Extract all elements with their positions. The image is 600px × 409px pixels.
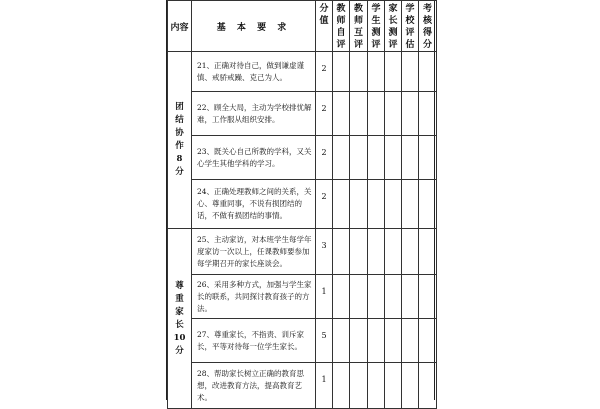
header-teacher-self: 教师自评 [333,1,350,52]
score-cell[interactable] [350,229,368,275]
score-cell[interactable] [350,92,368,136]
score-cell[interactable] [333,319,350,363]
score-cell[interactable] [385,136,402,180]
score-cell[interactable] [368,275,385,319]
table-row [168,363,437,409]
score-cell[interactable] [368,229,385,275]
score-cell[interactable] [385,275,402,319]
requirement-text: 21、正确对待自己，做到谦虚谨慎、戒骄戒躁、克己为人。 [192,52,316,92]
score-cell[interactable] [385,319,402,363]
score-cell[interactable] [385,229,402,275]
score-cell[interactable] [419,52,437,92]
requirement-text: 28、帮助家长树立正确的教育思想，改进教育方法，提高教育艺术。 [192,363,316,409]
points-value: 2 [316,136,333,180]
score-cell[interactable] [350,136,368,180]
score-cell[interactable] [419,229,437,275]
score-cell[interactable] [333,275,350,319]
evaluation-form [166,0,435,400]
score-cell[interactable] [419,275,437,319]
score-cell[interactable] [419,180,437,229]
points-value: 2 [316,52,333,92]
score-cell[interactable] [402,363,419,409]
header-teacher-peer: 教师互评 [350,1,368,52]
score-cell[interactable] [368,52,385,92]
category-teamwork: 团结协作8分 [168,52,192,229]
score-cell[interactable] [385,180,402,229]
score-cell[interactable] [385,92,402,136]
header-school: 学校评估 [402,1,419,52]
header-points: 分值 [316,1,333,52]
score-cell[interactable] [419,363,437,409]
points-value: 1 [316,275,333,319]
score-cell[interactable] [419,92,437,136]
score-cell[interactable] [333,229,350,275]
table-row [168,275,437,319]
requirement-text: 25、主动家访，对本班学生每学年度家访一次以上，任课教师要参加每学期召开的家长座谈会。 [192,229,316,275]
score-cell[interactable] [402,229,419,275]
score-cell[interactable] [368,363,385,409]
header-row [168,1,437,52]
header-parent: 家长测评 [385,1,402,52]
score-cell[interactable] [402,92,419,136]
score-cell[interactable] [402,52,419,92]
header-content: 内容 [168,1,192,52]
header-requirement: 基 本 要 求 [192,1,316,52]
table-row [168,180,437,229]
requirement-text: 23、既关心自己所教的学科，又关心学生其他学科的学习。 [192,136,316,180]
score-cell[interactable] [402,275,419,319]
score-cell[interactable] [350,180,368,229]
score-cell[interactable] [402,319,419,363]
score-cell[interactable] [419,136,437,180]
points-value: 1 [316,363,333,409]
score-cell[interactable] [385,52,402,92]
score-cell[interactable] [333,136,350,180]
points-value: 3 [316,229,333,275]
score-cell[interactable] [368,136,385,180]
table-row [168,319,437,363]
score-cell[interactable] [333,92,350,136]
table-row [168,52,437,92]
header-score: 考核得分 [419,1,437,52]
score-cell[interactable] [333,363,350,409]
requirement-text: 24、正确处理教师之间的关系，关心、尊重同事，不说有损团结的话，不做有损团结的事情。 [192,180,316,229]
score-cell[interactable] [350,275,368,319]
requirement-text: 22、顾全大局，主动为学校排忧解难，工作服从组织安排。 [192,92,316,136]
score-cell[interactable] [350,319,368,363]
requirement-text: 26、采用多种方式，加强与学生家长的联系，共同探讨教育孩子的方法。 [192,275,316,319]
requirement-text: 27、尊重家长，不指责、训斥家长，平等对待每一位学生家长。 [192,319,316,363]
table-row [168,229,437,275]
score-cell[interactable] [419,319,437,363]
evaluation-table [167,0,437,409]
score-cell[interactable] [402,180,419,229]
score-cell[interactable] [333,52,350,92]
score-cell[interactable] [350,363,368,409]
score-cell[interactable] [333,180,350,229]
score-cell[interactable] [385,363,402,409]
score-cell[interactable] [368,92,385,136]
score-cell[interactable] [368,319,385,363]
score-cell[interactable] [368,180,385,229]
table-row [168,92,437,136]
points-value: 2 [316,92,333,136]
header-student: 学生测评 [368,1,385,52]
table-row [168,136,437,180]
score-cell[interactable] [350,52,368,92]
category-respect-parents: 尊重家长10分 [168,229,192,409]
points-value: 2 [316,180,333,229]
score-cell[interactable] [402,136,419,180]
points-value: 5 [316,319,333,363]
